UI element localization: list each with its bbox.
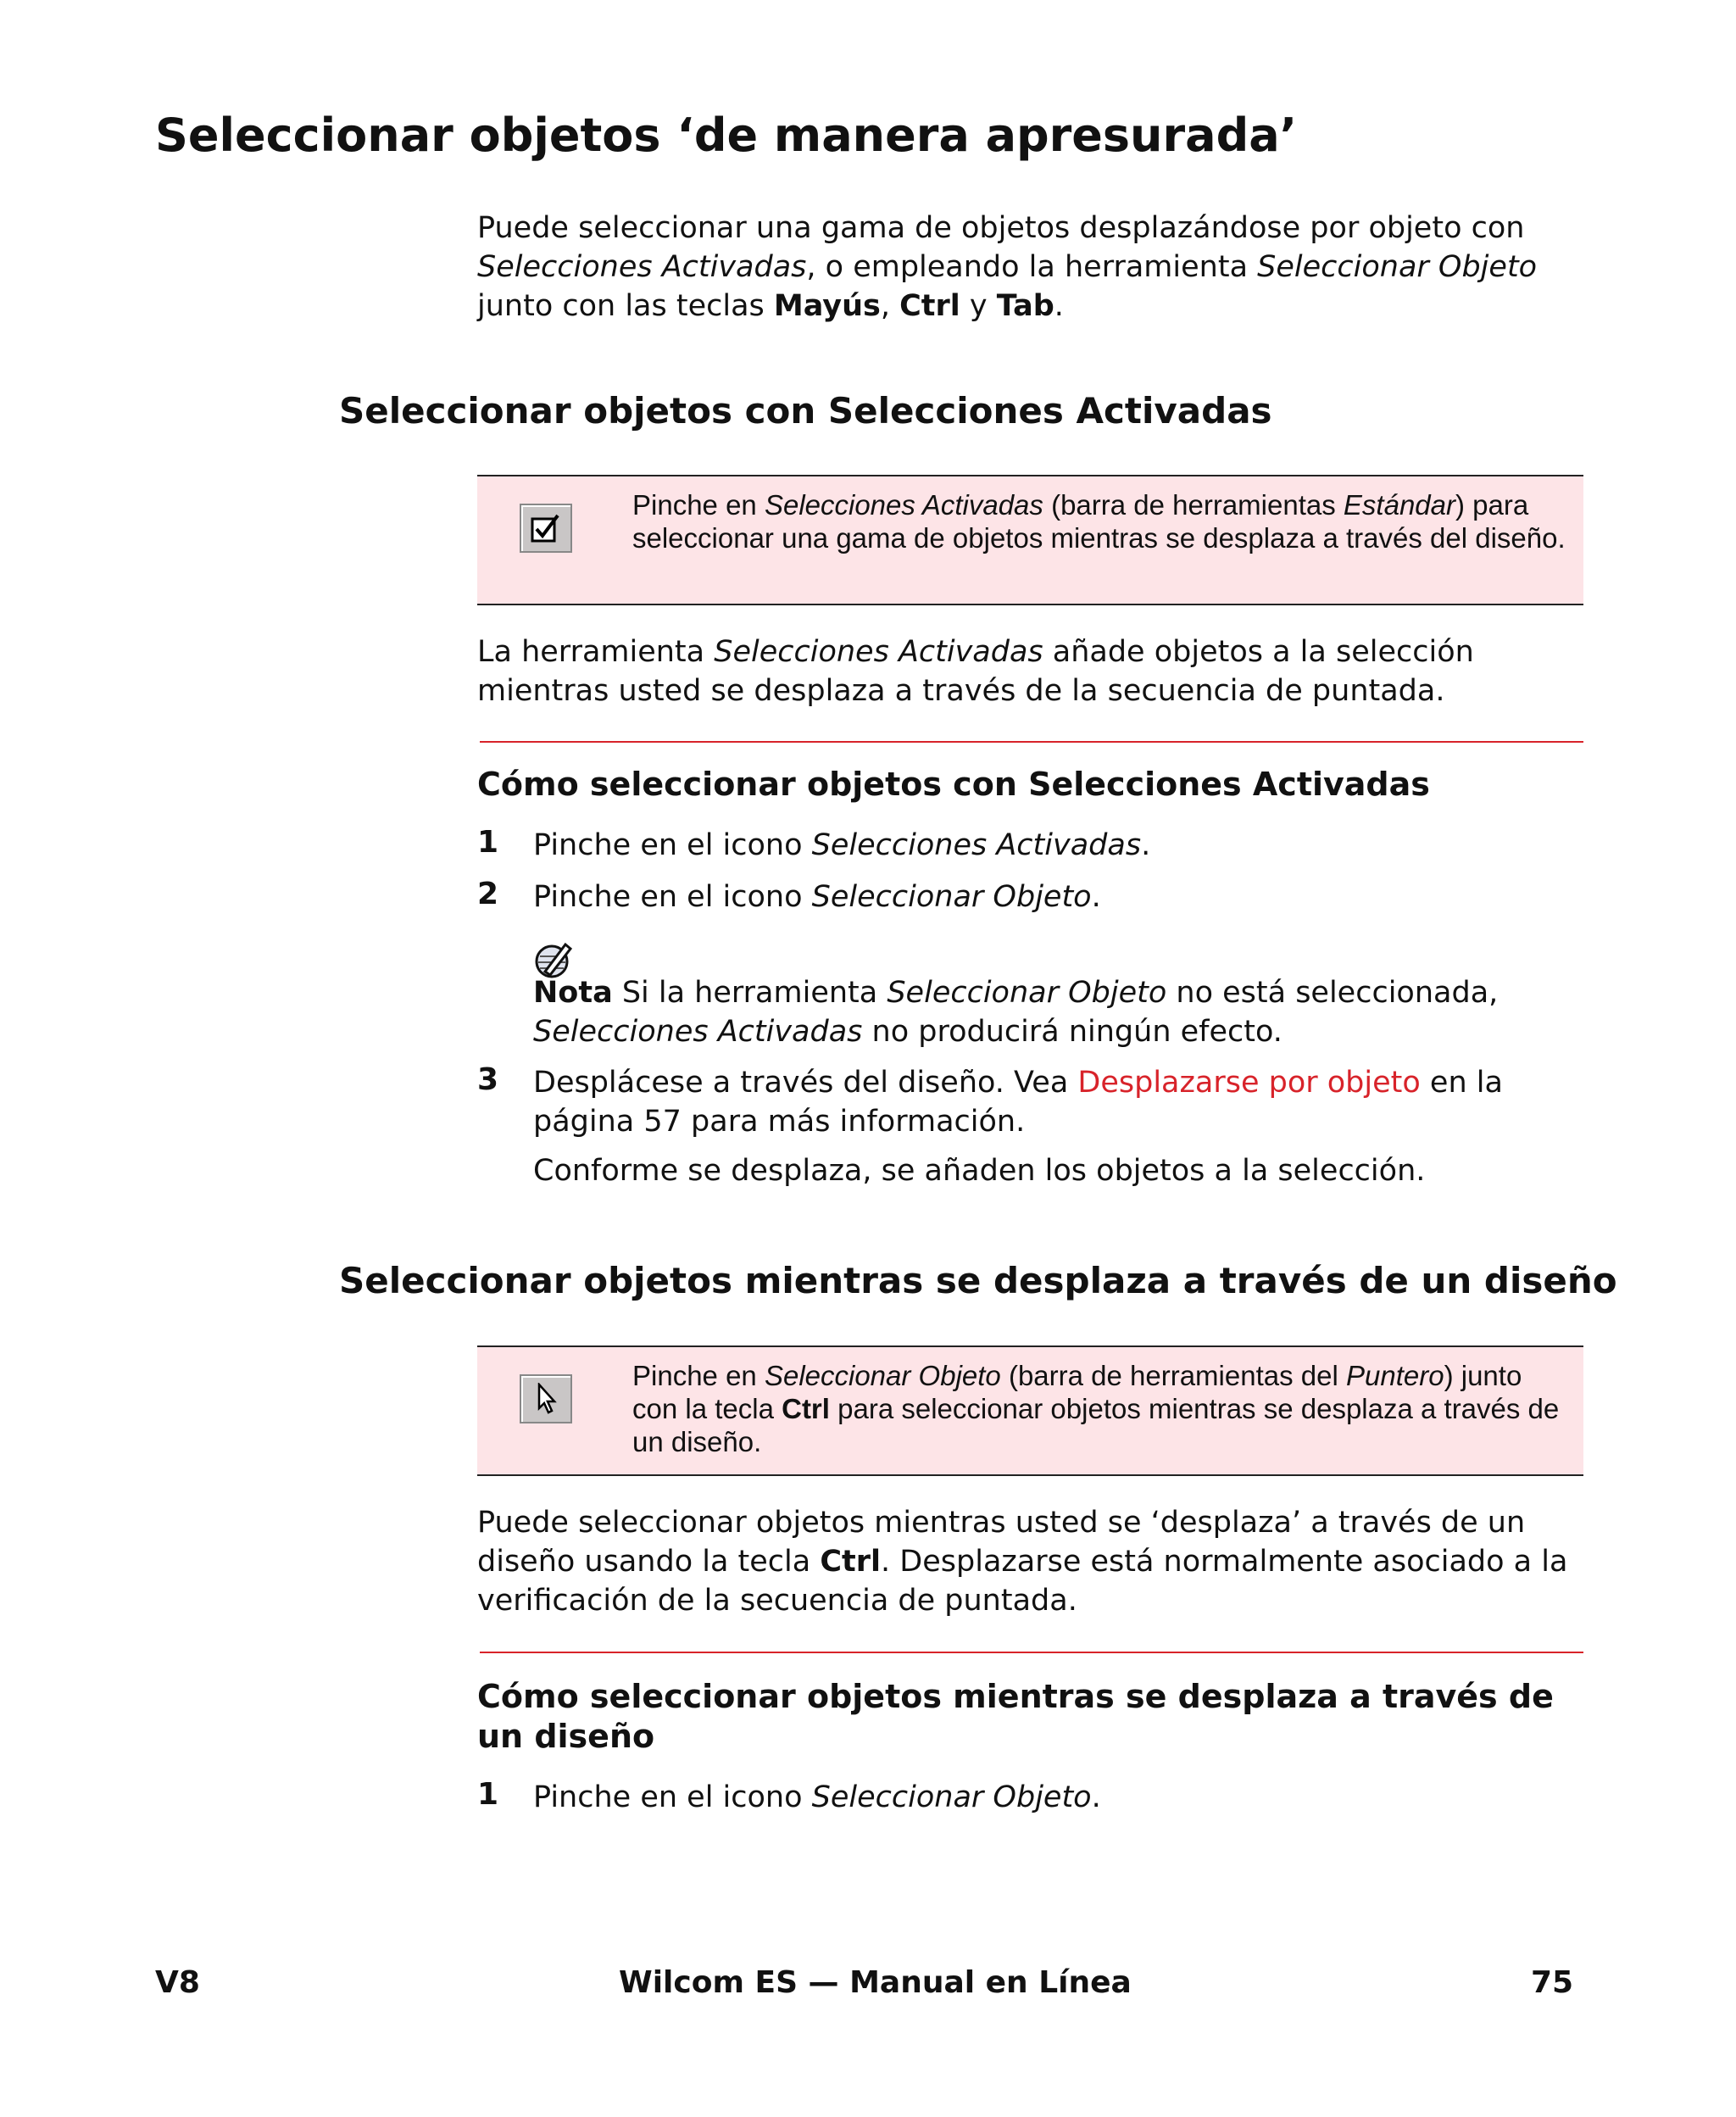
howto-heading-selecciones-activadas: Cómo seleccionar objetos con Selecciones Activadas [477, 766, 1430, 803]
tip-text: Pinche en Seleccionar Objeto (barra de herramientas del Puntero) junto con la tecla Ctrl para seleccionar objetos mientras se desplaza a través de un diseño. [632, 1360, 1560, 1457]
pointer-arrow-icon[interactable] [520, 1374, 572, 1423]
tip-box-seleccionar-objeto [477, 1345, 1583, 1476]
page-number: 75 [1531, 1965, 1574, 2000]
section-heading-desplaza-diseno: Seleccionar objetos mientras se desplaza a través de un diseño [339, 1260, 1617, 1301]
divider [480, 741, 1583, 743]
intro-paragraph: Puede seleccionar una gama de objetos desplazándose por objeto con Selecciones Activadas, o empleando la herramienta Seleccionar Objeto junto con las teclas Mayús, Ctrl y Tab. [477, 211, 1538, 323]
section1-paragraph: La herramienta Selecciones Activadas añade objetos a la selección mientras usted se desplaza a través de la secuencia de puntada. [477, 635, 1474, 708]
tip-text: Pinche en Selecciones Activadas (barra de herramientas Estándar) para seleccionar una gama de objetos mientras se desplaza a través del diseño. [632, 489, 1566, 554]
page-title: Seleccionar objetos ‘de manera apresurada’ [155, 109, 1298, 162]
step-text: Pinche en el icono Seleccionar Objeto. [533, 1780, 1101, 1814]
step-number: 2 [477, 877, 499, 911]
tip-box-selecciones-activadas [477, 475, 1583, 605]
section2-paragraph: Puede seleccionar objetos mientras usted se ‘desplaza’ a través de un diseño usando la tecla Ctrl. Desplazarse está normalmente asociado a la verificación de la secuencia de puntada. [477, 1506, 1568, 1618]
step-number: 3 [477, 1062, 499, 1097]
step-text: Desplácese a través del diseño. Vea Desplazarse por objeto en la página 57 para más información. [533, 1066, 1503, 1139]
step-number: 1 [477, 1777, 499, 1812]
howto-heading-desplaza-diseno: Cómo seleccionar objetos mientras se desplaza a través de un diseño [477, 1678, 1554, 1755]
step-text: Pinche en el icono Seleccionar Objeto. [533, 880, 1101, 914]
checkbox-glyph [529, 512, 563, 544]
pointer-arrow-glyph [529, 1383, 563, 1415]
footer-version: V8 [155, 1965, 200, 2000]
checkbox-icon[interactable] [520, 504, 572, 553]
note-text: Nota Si la herramienta Seleccionar Objeto no está seleccionada, Selecciones Activadas no producirá ningún efecto. [533, 976, 1499, 1049]
footer-title: Wilcom ES — Manual en Línea [619, 1965, 1132, 2000]
link-desplazarse-por-objeto[interactable]: Desplazarse por objeto [1077, 1066, 1421, 1100]
step-continuation: Conforme se desplaza, se añaden los objetos a la selección. [533, 1154, 1426, 1188]
step-number: 1 [477, 825, 499, 860]
step-text: Pinche en el icono Selecciones Activadas. [533, 828, 1151, 862]
divider [480, 1652, 1583, 1653]
section-heading-selecciones-activadas: Seleccionar objetos con Selecciones Activadas [339, 390, 1272, 432]
